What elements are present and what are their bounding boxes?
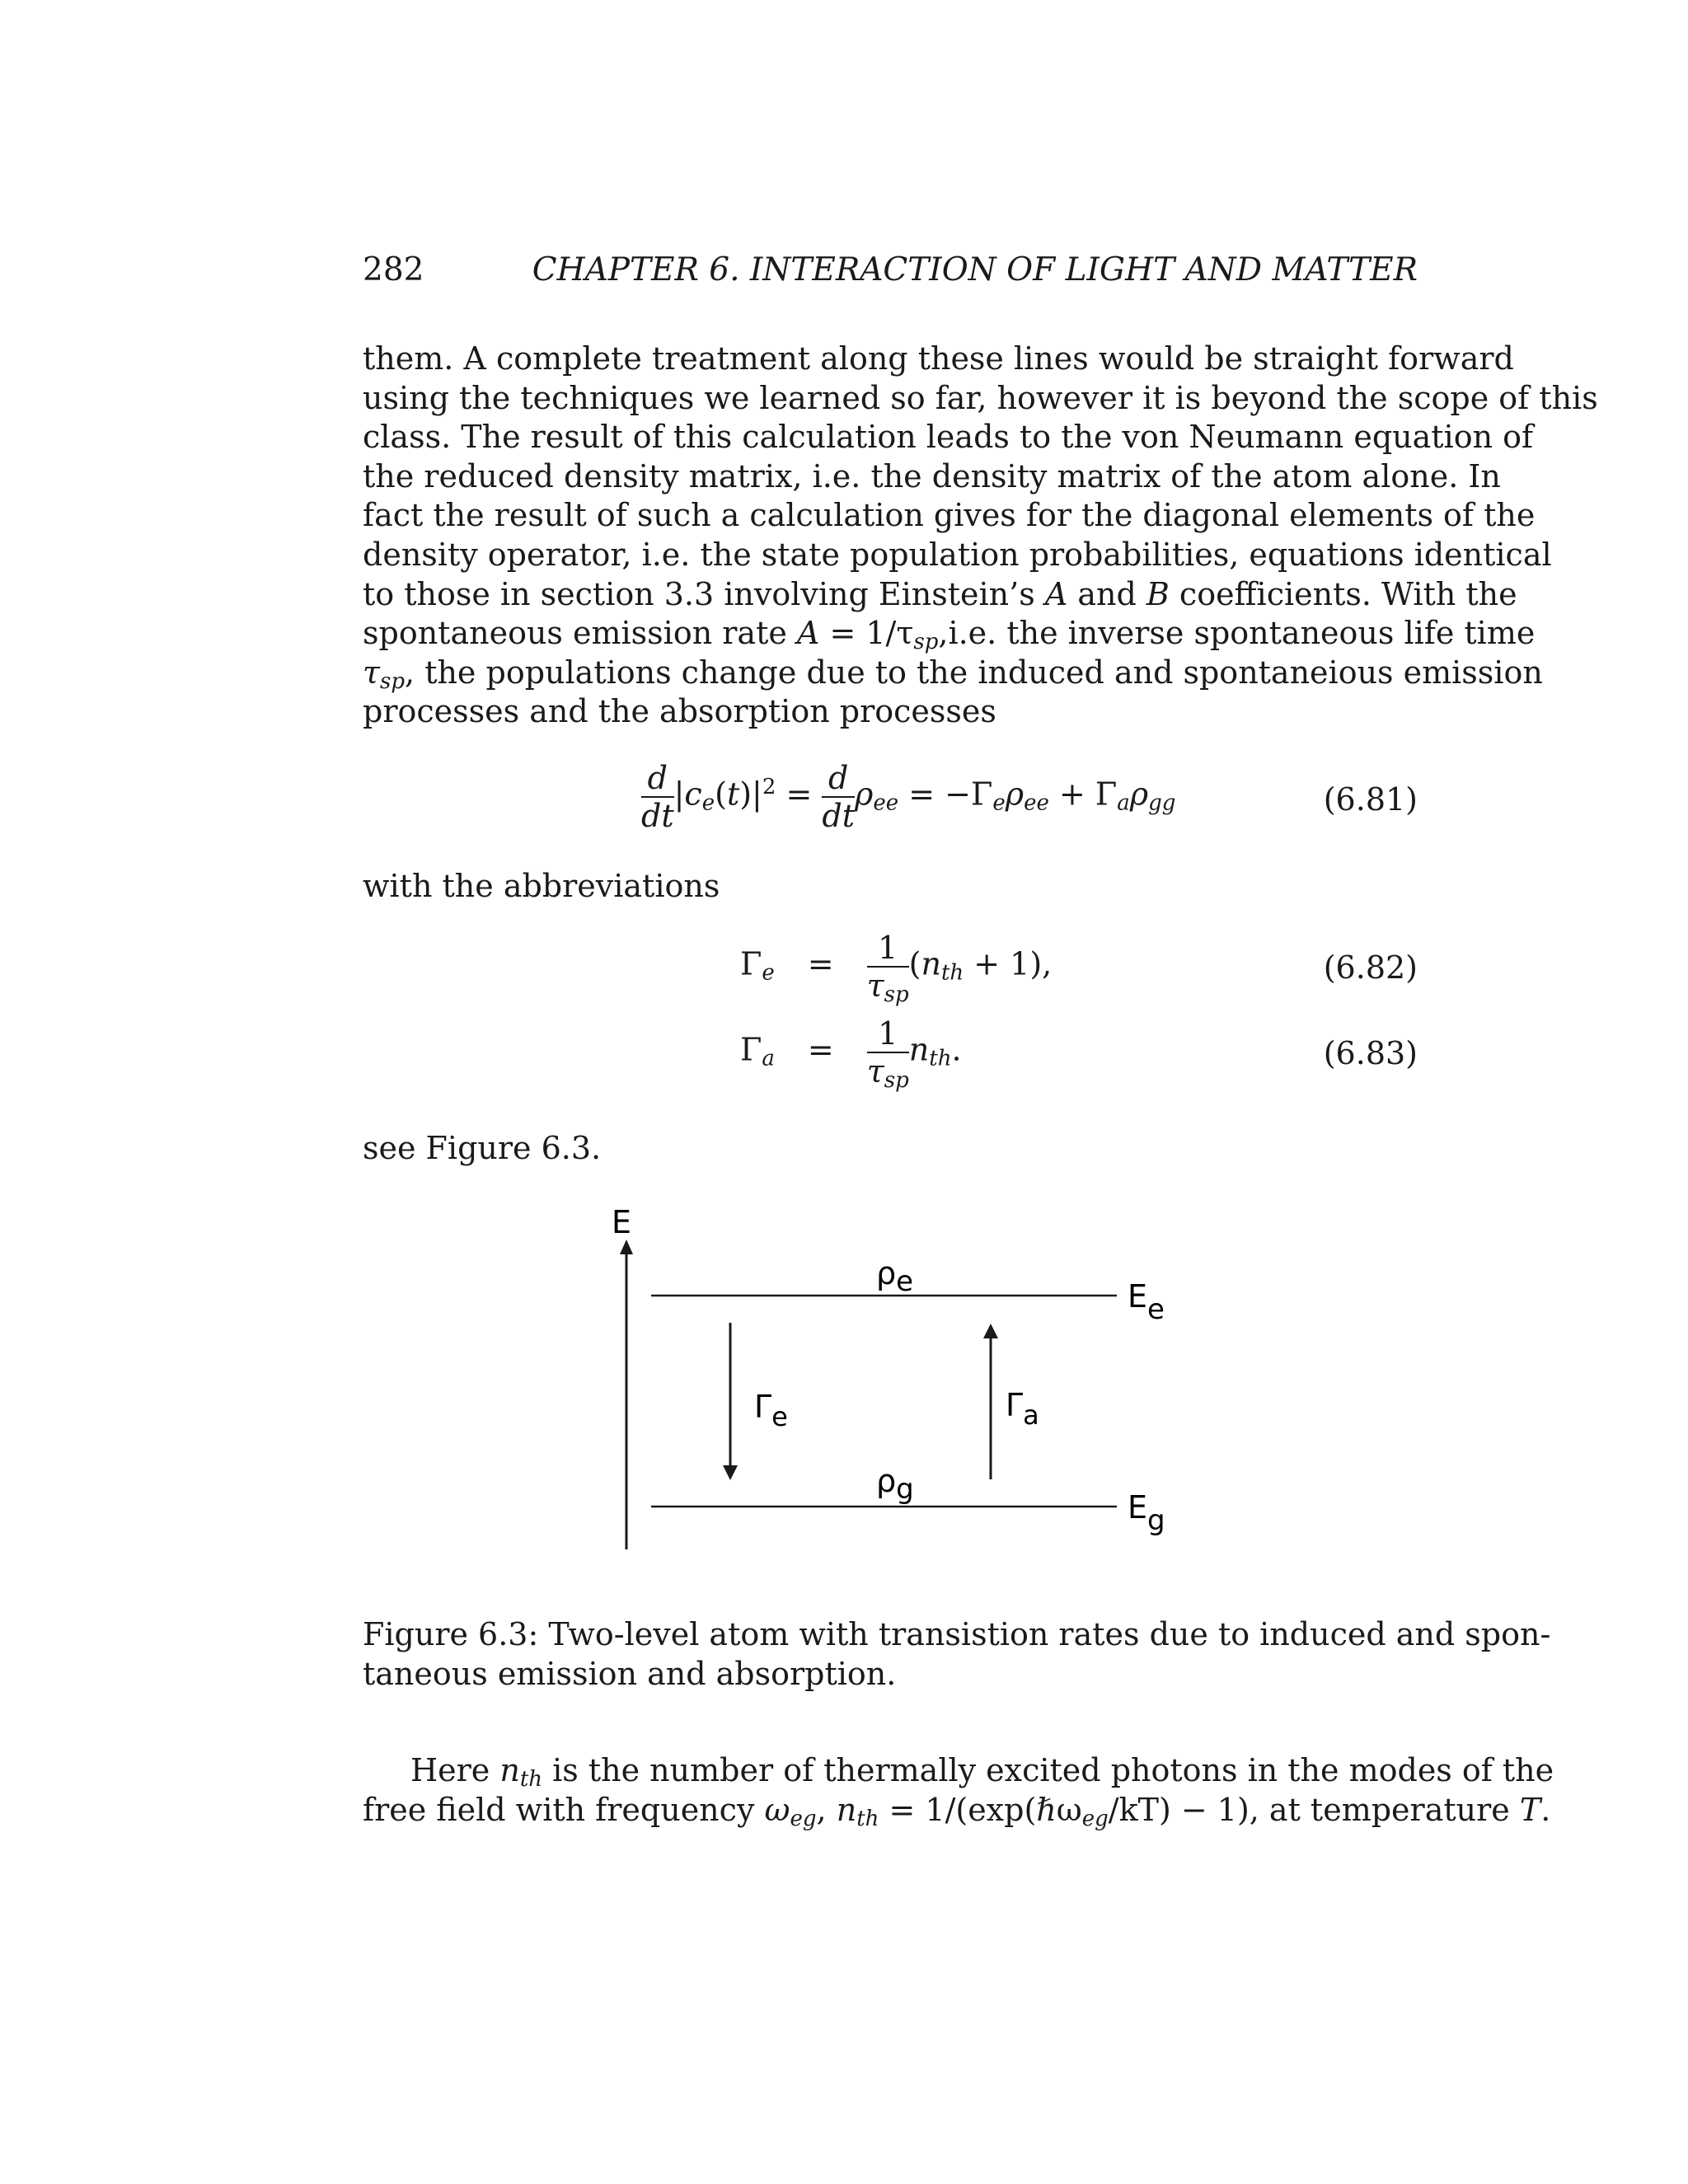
math-symbol: A bbox=[796, 615, 820, 652]
text-run: , the populations change due to the induced and spontaneious emission bbox=[405, 654, 1543, 691]
equation-number: (6.83) bbox=[1323, 1035, 1418, 1071]
text-line: Here $n_{th}$ is the number of thermally excited photons in the modes of the bbox=[410, 1752, 1554, 1792]
absorption-rate-label: $\Gamma_a$ bbox=[1006, 1387, 1039, 1431]
text-line: fact the result of such a calculation gives for the diagonal elements of the bbox=[363, 497, 1536, 534]
text-line: with the abbreviations bbox=[363, 868, 720, 904]
text-run: to those in section 3.3 involving Einstein’s bbox=[363, 575, 1045, 612]
body-paragraph-2 bbox=[363, 1751, 1554, 1831]
lower-energy-label: Eg bbox=[1128, 1489, 1165, 1537]
body-text bbox=[363, 1129, 1418, 1169]
text-run: and bbox=[1067, 575, 1146, 612]
text-line: free field with frequency $\omega_{eg}$, $n_{th}$ = 1/(exp(ℏω$_{eg}$/kT) − 1), at temperature T. bbox=[363, 1791, 1551, 1831]
equation-number: (6.81) bbox=[1323, 781, 1418, 818]
text-line: class. The result of this calculation leads to the von Neumann equation of bbox=[363, 419, 1534, 456]
math-subscript: sp bbox=[913, 630, 939, 655]
text-line bbox=[363, 575, 1517, 615]
math-symbol: B bbox=[1146, 575, 1170, 612]
body-paragraph-1 bbox=[363, 340, 1598, 732]
text-line bbox=[363, 614, 1536, 655]
text-line: using the techniques we learned so far, however it is beyond the scope of this bbox=[363, 379, 1598, 416]
arrow-up-icon bbox=[983, 1324, 998, 1338]
math-subscript: sp bbox=[380, 668, 406, 694]
text-line: the reduced density matrix, i.e. the density matrix of the atom alone. In bbox=[363, 457, 1501, 494]
text-run: ,i.e. the inverse spontaneous life time bbox=[938, 615, 1536, 652]
caption-line: Figure 6.3: Two-level atom with transistion rates due to induced and spon- bbox=[363, 1616, 1551, 1652]
text-line bbox=[363, 654, 1543, 694]
equation-6-82: $\Gamma_e$ = $\frac{1}{\tau_{sp}}$ $(n_{th} + 1)$, bbox=[740, 930, 1053, 1007]
upper-population-label: ρe bbox=[876, 1255, 914, 1298]
page-number: 282 bbox=[363, 251, 424, 288]
text-line: density operator, i.e. the state population probabilities, equations identical bbox=[363, 536, 1552, 573]
axis-arrowhead-icon bbox=[620, 1240, 633, 1254]
equation-6-83: $\Gamma_a$ = $\frac{1}{\tau_{sp}}$ $n_{th}$. bbox=[740, 1015, 962, 1093]
equation-number: (6.82) bbox=[1323, 949, 1418, 986]
text-run: coefficients. With the bbox=[1169, 575, 1517, 612]
text-line: processes and the absorption processes bbox=[363, 693, 996, 730]
page-header bbox=[363, 251, 1418, 293]
arrow-down-icon bbox=[723, 1465, 738, 1480]
two-level-atom-diagram bbox=[577, 1203, 1203, 1558]
text-line: see Figure 6.3. bbox=[363, 1130, 602, 1166]
upper-energy-label: Ee bbox=[1128, 1278, 1165, 1326]
emission-rate-label: $\Gamma_e$ bbox=[754, 1389, 788, 1432]
math-symbol: A bbox=[1044, 575, 1068, 612]
running-head: CHAPTER 6. INTERACTION OF LIGHT AND MATTER bbox=[532, 251, 1418, 288]
text-line: them. A complete treatment along these lines would be straight forward bbox=[363, 340, 1514, 377]
equation-6-81: $\frac{d}{dt}$ $|c_e(t)|^2$ = $\frac{d}{dt}$ $\rho_{ee} = -\Gamma_e\rho_{ee} + \Gamma_a\rho_{gg}$ bbox=[641, 760, 1176, 834]
axis-label: E bbox=[612, 1204, 632, 1240]
caption-line: taneous emission and absorption. bbox=[363, 1655, 897, 1692]
math-symbol: τ bbox=[363, 654, 381, 691]
body-text bbox=[363, 867, 1418, 907]
figure-caption bbox=[363, 1615, 1551, 1694]
math-run: = 1/τ bbox=[819, 615, 914, 652]
text-run: spontaneous emission rate bbox=[363, 615, 797, 652]
lower-population-label: ρg bbox=[876, 1463, 914, 1506]
